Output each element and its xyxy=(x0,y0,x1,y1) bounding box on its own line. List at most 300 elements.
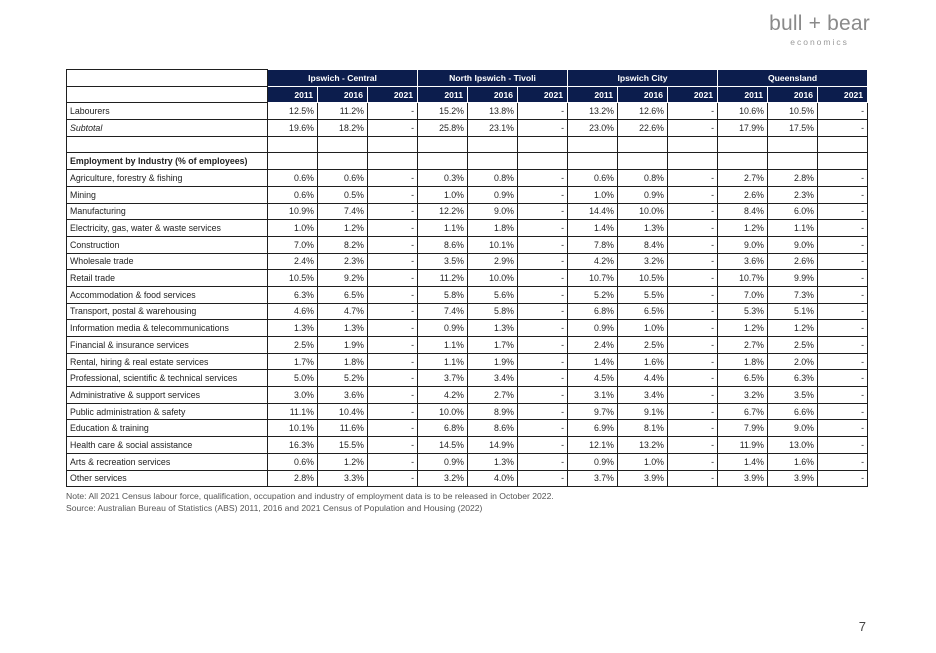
table-row xyxy=(67,236,868,253)
table-row xyxy=(67,103,868,120)
value-cell: 3.9% xyxy=(718,470,768,487)
value-cell: 3.2% xyxy=(418,470,468,487)
value-cell: 23.0% xyxy=(568,120,618,137)
value-cell: 1.4% xyxy=(718,453,768,470)
value-cell: 5.8% xyxy=(418,286,468,303)
source-text: Source: Australian Bureau of Statistics (ABS) 2011, 2016 and 2021 Census of Population and Housing (2022) xyxy=(66,503,483,513)
value-cell: 12.1% xyxy=(568,437,618,454)
value-cell xyxy=(418,153,468,170)
value-cell: 12.2% xyxy=(418,203,468,220)
value-cell: - xyxy=(668,120,718,137)
value-cell: 0.9% xyxy=(418,453,468,470)
value-cell: 14.9% xyxy=(468,437,518,454)
value-cell: 6.8% xyxy=(418,420,468,437)
value-cell: 0.9% xyxy=(418,320,468,337)
table-row xyxy=(67,203,868,220)
region-header: Queensland xyxy=(718,70,868,87)
value-cell: 11.2% xyxy=(418,270,468,287)
value-cell: - xyxy=(818,120,868,137)
value-cell xyxy=(568,153,618,170)
row-label: Education & training xyxy=(67,420,268,437)
table-row xyxy=(67,170,868,187)
value-cell: 2.6% xyxy=(768,253,818,270)
company-logo xyxy=(769,12,870,47)
value-cell: - xyxy=(518,236,568,253)
value-cell: 10.0% xyxy=(618,203,668,220)
value-cell: - xyxy=(818,186,868,203)
value-cell: 5.2% xyxy=(568,286,618,303)
value-cell: 1.0% xyxy=(568,186,618,203)
value-cell: - xyxy=(668,320,718,337)
value-cell: 1.1% xyxy=(768,220,818,237)
value-cell xyxy=(668,136,718,153)
value-cell: - xyxy=(518,437,568,454)
value-cell: 0.8% xyxy=(618,170,668,187)
value-cell: 1.4% xyxy=(568,220,618,237)
value-cell: 11.6% xyxy=(318,420,368,437)
table-row xyxy=(67,337,868,354)
value-cell: - xyxy=(518,453,568,470)
value-cell: 2.7% xyxy=(468,387,518,404)
value-cell: - xyxy=(818,303,868,320)
value-cell: - xyxy=(368,203,418,220)
value-cell: 3.4% xyxy=(468,370,518,387)
value-cell: - xyxy=(668,470,718,487)
value-cell: 10.5% xyxy=(618,270,668,287)
year-header: 2021 xyxy=(668,86,718,103)
value-cell: - xyxy=(518,253,568,270)
value-cell xyxy=(818,136,868,153)
value-cell xyxy=(318,153,368,170)
value-cell: 3.7% xyxy=(568,470,618,487)
value-cell: 1.1% xyxy=(418,337,468,354)
value-cell: 4.2% xyxy=(568,253,618,270)
value-cell: 2.8% xyxy=(768,170,818,187)
value-cell: - xyxy=(668,286,718,303)
value-cell: 12.6% xyxy=(618,103,668,120)
value-cell: 22.6% xyxy=(618,120,668,137)
value-cell xyxy=(368,153,418,170)
row-label: Health care & social assistance xyxy=(67,437,268,454)
value-cell: - xyxy=(818,353,868,370)
value-cell xyxy=(468,136,518,153)
region-header: North Ipswich - Tivoli xyxy=(418,70,568,87)
value-cell: - xyxy=(818,220,868,237)
value-cell: - xyxy=(518,120,568,137)
value-cell: 7.8% xyxy=(568,236,618,253)
value-cell: 1.3% xyxy=(468,453,518,470)
value-cell: 10.0% xyxy=(468,270,518,287)
value-cell: 8.6% xyxy=(468,420,518,437)
value-cell: 6.8% xyxy=(568,303,618,320)
value-cell: 0.6% xyxy=(268,186,318,203)
row-label: Information media & telecommunications xyxy=(67,320,268,337)
value-cell: 1.4% xyxy=(568,353,618,370)
value-cell: 4.2% xyxy=(418,387,468,404)
value-cell: 2.3% xyxy=(768,186,818,203)
value-cell: 10.5% xyxy=(768,103,818,120)
value-cell xyxy=(718,153,768,170)
value-cell: 17.5% xyxy=(768,120,818,137)
value-cell xyxy=(618,136,668,153)
value-cell: 1.2% xyxy=(718,220,768,237)
value-cell: - xyxy=(518,320,568,337)
value-cell: 8.9% xyxy=(468,403,518,420)
value-cell: - xyxy=(668,403,718,420)
value-cell: - xyxy=(368,186,418,203)
value-cell: 10.4% xyxy=(318,403,368,420)
year-header: 2016 xyxy=(768,86,818,103)
value-cell: - xyxy=(518,220,568,237)
header-corner-cell xyxy=(67,70,268,87)
value-cell: 4.7% xyxy=(318,303,368,320)
value-cell: - xyxy=(818,203,868,220)
value-cell: 0.3% xyxy=(418,170,468,187)
year-header: 2016 xyxy=(318,86,368,103)
value-cell: - xyxy=(818,253,868,270)
value-cell: - xyxy=(818,320,868,337)
year-header-row xyxy=(67,86,868,103)
value-cell: 3.7% xyxy=(418,370,468,387)
value-cell: - xyxy=(818,103,868,120)
value-cell: - xyxy=(818,170,868,187)
row-label: Administrative & support services xyxy=(67,387,268,404)
value-cell: 1.0% xyxy=(418,186,468,203)
value-cell: 6.7% xyxy=(718,403,768,420)
value-cell: - xyxy=(818,286,868,303)
value-cell: 9.0% xyxy=(468,203,518,220)
value-cell: - xyxy=(368,286,418,303)
value-cell: 14.4% xyxy=(568,203,618,220)
value-cell: 5.1% xyxy=(768,303,818,320)
value-cell: 1.8% xyxy=(468,220,518,237)
value-cell: - xyxy=(368,353,418,370)
value-cell: 5.8% xyxy=(468,303,518,320)
value-cell: 9.9% xyxy=(768,270,818,287)
value-cell: - xyxy=(668,236,718,253)
value-cell: - xyxy=(818,470,868,487)
value-cell: 6.5% xyxy=(618,303,668,320)
table-row xyxy=(67,270,868,287)
value-cell: 6.3% xyxy=(268,286,318,303)
value-cell: 0.9% xyxy=(618,186,668,203)
region-header: Ipswich - Central xyxy=(268,70,418,87)
value-cell: 11.1% xyxy=(268,403,318,420)
table-row xyxy=(67,370,868,387)
value-cell: 6.5% xyxy=(318,286,368,303)
value-cell: 12.5% xyxy=(268,103,318,120)
year-header: 2011 xyxy=(568,86,618,103)
value-cell: 9.1% xyxy=(618,403,668,420)
value-cell: - xyxy=(518,203,568,220)
value-cell: - xyxy=(818,270,868,287)
value-cell: - xyxy=(518,303,568,320)
row-label: Accommodation & food services xyxy=(67,286,268,303)
year-header: 2011 xyxy=(718,86,768,103)
year-header: 2021 xyxy=(368,86,418,103)
value-cell: - xyxy=(368,103,418,120)
row-label: Wholesale trade xyxy=(67,253,268,270)
value-cell: - xyxy=(818,437,868,454)
value-cell: 3.0% xyxy=(268,387,318,404)
value-cell: 1.9% xyxy=(318,337,368,354)
value-cell xyxy=(318,136,368,153)
value-cell: 13.8% xyxy=(468,103,518,120)
value-cell: 0.9% xyxy=(568,453,618,470)
value-cell: 1.1% xyxy=(418,353,468,370)
value-cell: - xyxy=(668,170,718,187)
value-cell: 1.3% xyxy=(318,320,368,337)
row-label: Manufacturing xyxy=(67,203,268,220)
value-cell: 2.5% xyxy=(768,337,818,354)
value-cell: 4.0% xyxy=(468,470,518,487)
value-cell: - xyxy=(368,236,418,253)
value-cell: 3.6% xyxy=(318,387,368,404)
value-cell: - xyxy=(668,353,718,370)
value-cell: 1.3% xyxy=(468,320,518,337)
employment-table xyxy=(66,69,868,487)
value-cell: - xyxy=(668,453,718,470)
value-cell: 0.9% xyxy=(468,186,518,203)
row-label: Subtotal xyxy=(67,120,268,137)
value-cell: 5.2% xyxy=(318,370,368,387)
value-cell: 11.9% xyxy=(718,437,768,454)
value-cell: - xyxy=(518,370,568,387)
value-cell: 9.0% xyxy=(768,236,818,253)
value-cell: - xyxy=(818,370,868,387)
value-cell: - xyxy=(518,337,568,354)
value-cell: 11.2% xyxy=(318,103,368,120)
value-cell: 2.7% xyxy=(718,170,768,187)
value-cell: - xyxy=(668,203,718,220)
value-cell: 3.3% xyxy=(318,470,368,487)
value-cell: 2.4% xyxy=(268,253,318,270)
logo-subtitle: economics xyxy=(790,37,849,47)
value-cell xyxy=(518,136,568,153)
value-cell: - xyxy=(518,420,568,437)
value-cell xyxy=(568,136,618,153)
table-row xyxy=(67,353,868,370)
header-corner-cell xyxy=(67,86,268,103)
row-label: Electricity, gas, water & waste services xyxy=(67,220,268,237)
value-cell: 1.1% xyxy=(418,220,468,237)
value-cell: 16.3% xyxy=(268,437,318,454)
value-cell: 9.0% xyxy=(768,420,818,437)
value-cell: 7.0% xyxy=(718,286,768,303)
value-cell: 9.7% xyxy=(568,403,618,420)
row-label: Labourers xyxy=(67,103,268,120)
table-row xyxy=(67,286,868,303)
value-cell: 0.6% xyxy=(268,453,318,470)
value-cell: - xyxy=(668,387,718,404)
value-cell: - xyxy=(668,420,718,437)
value-cell: - xyxy=(818,387,868,404)
value-cell: 1.9% xyxy=(468,353,518,370)
value-cell: - xyxy=(368,403,418,420)
value-cell: 4.4% xyxy=(618,370,668,387)
table-row xyxy=(67,470,868,487)
value-cell: 15.2% xyxy=(418,103,468,120)
value-cell: 10.7% xyxy=(568,270,618,287)
value-cell: 2.4% xyxy=(568,337,618,354)
row-label xyxy=(67,136,268,153)
value-cell xyxy=(518,153,568,170)
value-cell: - xyxy=(518,186,568,203)
value-cell: 0.5% xyxy=(318,186,368,203)
value-cell: 0.9% xyxy=(568,320,618,337)
value-cell: 1.7% xyxy=(268,353,318,370)
table-row xyxy=(67,437,868,454)
value-cell: - xyxy=(368,453,418,470)
value-cell: 2.9% xyxy=(468,253,518,270)
value-cell: 0.6% xyxy=(268,170,318,187)
value-cell: 10.9% xyxy=(268,203,318,220)
value-cell: - xyxy=(668,370,718,387)
value-cell xyxy=(268,153,318,170)
value-cell: 3.2% xyxy=(618,253,668,270)
value-cell: 15.5% xyxy=(318,437,368,454)
value-cell: 1.3% xyxy=(268,320,318,337)
value-cell: - xyxy=(518,103,568,120)
value-cell: 7.4% xyxy=(318,203,368,220)
value-cell: - xyxy=(818,337,868,354)
value-cell: - xyxy=(818,420,868,437)
row-label: Public administration & safety xyxy=(67,403,268,420)
row-label: Financial & insurance services xyxy=(67,337,268,354)
row-label: Retail trade xyxy=(67,270,268,287)
value-cell: 10.0% xyxy=(418,403,468,420)
value-cell: 13.2% xyxy=(618,437,668,454)
page-number: 7 xyxy=(858,619,866,634)
value-cell: - xyxy=(518,270,568,287)
value-cell: - xyxy=(368,420,418,437)
year-header: 2021 xyxy=(818,86,868,103)
value-cell: 2.8% xyxy=(268,470,318,487)
value-cell: - xyxy=(368,387,418,404)
value-cell: - xyxy=(518,286,568,303)
year-header: 2011 xyxy=(268,86,318,103)
value-cell: - xyxy=(518,170,568,187)
value-cell: - xyxy=(368,337,418,354)
table-row xyxy=(67,220,868,237)
table-row xyxy=(67,186,868,203)
value-cell: 4.5% xyxy=(568,370,618,387)
value-cell: 5.5% xyxy=(618,286,668,303)
value-cell: 10.6% xyxy=(718,103,768,120)
value-cell: 3.2% xyxy=(718,387,768,404)
value-cell: 1.2% xyxy=(318,453,368,470)
value-cell: - xyxy=(518,387,568,404)
value-cell: - xyxy=(668,270,718,287)
value-cell: 2.3% xyxy=(318,253,368,270)
logo-brand-text: bull + bear xyxy=(769,12,870,35)
table-body xyxy=(67,103,868,487)
value-cell: 7.3% xyxy=(768,286,818,303)
value-cell: 3.1% xyxy=(568,387,618,404)
value-cell: 14.5% xyxy=(418,437,468,454)
value-cell: 3.5% xyxy=(768,387,818,404)
value-cell: - xyxy=(668,103,718,120)
value-cell: 5.0% xyxy=(268,370,318,387)
value-cell: 6.6% xyxy=(768,403,818,420)
value-cell: 7.4% xyxy=(418,303,468,320)
value-cell: - xyxy=(368,303,418,320)
value-cell: - xyxy=(518,403,568,420)
value-cell: - xyxy=(368,120,418,137)
value-cell: 9.0% xyxy=(718,236,768,253)
value-cell: 1.0% xyxy=(268,220,318,237)
value-cell xyxy=(668,153,718,170)
row-label: Employment by Industry (% of employees) xyxy=(67,153,268,170)
value-cell: - xyxy=(368,253,418,270)
value-cell: - xyxy=(818,403,868,420)
value-cell: 17.9% xyxy=(718,120,768,137)
value-cell: - xyxy=(518,470,568,487)
value-cell: - xyxy=(368,370,418,387)
value-cell: 18.2% xyxy=(318,120,368,137)
value-cell: - xyxy=(668,253,718,270)
year-header: 2016 xyxy=(618,86,668,103)
value-cell: 1.0% xyxy=(618,320,668,337)
row-label: Construction xyxy=(67,236,268,253)
value-cell: 5.3% xyxy=(718,303,768,320)
table-notes xyxy=(66,490,554,514)
value-cell xyxy=(368,136,418,153)
value-cell: - xyxy=(368,470,418,487)
value-cell: 25.8% xyxy=(418,120,468,137)
note-text: Note: All 2021 Census labour force, qualification, occupation and industry of employment data is to be released in October 2022. xyxy=(66,491,554,501)
value-cell: 8.6% xyxy=(418,236,468,253)
row-label: Rental, hiring & real estate services xyxy=(67,353,268,370)
value-cell: 13.2% xyxy=(568,103,618,120)
region-header-row xyxy=(67,70,868,87)
table-row xyxy=(67,303,868,320)
value-cell: 1.2% xyxy=(318,220,368,237)
value-cell: - xyxy=(368,220,418,237)
table-row xyxy=(67,136,868,153)
value-cell: 2.5% xyxy=(618,337,668,354)
value-cell: 1.8% xyxy=(318,353,368,370)
value-cell: 19.6% xyxy=(268,120,318,137)
value-cell: - xyxy=(818,236,868,253)
value-cell: 2.0% xyxy=(768,353,818,370)
value-cell: - xyxy=(668,220,718,237)
value-cell xyxy=(818,153,868,170)
value-cell: 2.7% xyxy=(718,337,768,354)
value-cell xyxy=(768,153,818,170)
value-cell: 10.1% xyxy=(268,420,318,437)
value-cell: 3.9% xyxy=(618,470,668,487)
row-label: Other services xyxy=(67,470,268,487)
table-row xyxy=(67,420,868,437)
value-cell xyxy=(718,136,768,153)
value-cell: 1.2% xyxy=(768,320,818,337)
year-header: 2016 xyxy=(468,86,518,103)
value-cell: 4.6% xyxy=(268,303,318,320)
value-cell: 5.6% xyxy=(468,286,518,303)
value-cell: 1.3% xyxy=(618,220,668,237)
value-cell xyxy=(268,136,318,153)
year-header: 2011 xyxy=(418,86,468,103)
value-cell: 3.9% xyxy=(768,470,818,487)
value-cell: 10.1% xyxy=(468,236,518,253)
table-row xyxy=(67,453,868,470)
row-label: Professional, scientific & technical services xyxy=(67,370,268,387)
value-cell: 13.0% xyxy=(768,437,818,454)
value-cell: 8.1% xyxy=(618,420,668,437)
value-cell: 1.6% xyxy=(618,353,668,370)
row-label: Agriculture, forestry & fishing xyxy=(67,170,268,187)
